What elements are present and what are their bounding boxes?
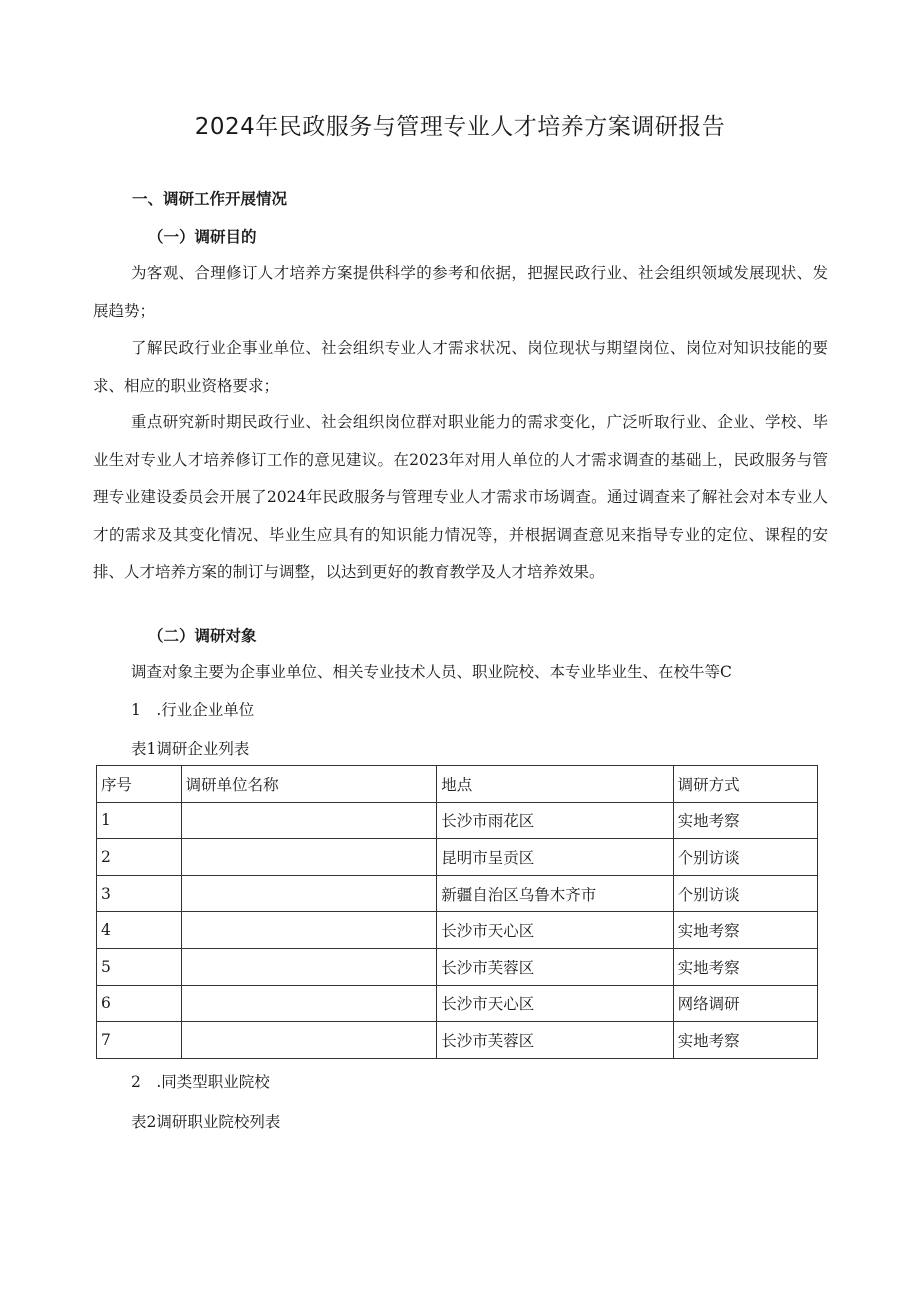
header-cell-index: 序号 xyxy=(97,766,182,803)
cell-method: 实地考察 xyxy=(673,1022,817,1059)
header-cell-location: 地点 xyxy=(437,766,673,803)
section-heading-1: 一、调研工作开展情况 xyxy=(132,190,288,208)
cell-unit-name xyxy=(181,839,437,876)
cell-unit-name xyxy=(181,1022,437,1059)
cell-unit-name xyxy=(181,802,437,839)
header-cell-method: 调研方式 xyxy=(673,766,817,803)
cell-index: 2 xyxy=(97,839,182,876)
paragraph-purpose-1: 为客观、合理修订人才培养方案提供科学的参考和依据，把握民政行业、社会组织领域发展现状、发展趋势； xyxy=(93,264,828,320)
table-row xyxy=(97,1022,818,1059)
table-row xyxy=(97,802,818,839)
cell-location: 长沙市芙蓉区 xyxy=(437,1022,673,1059)
cell-index: 4 xyxy=(97,912,182,949)
cell-method: 实地考察 xyxy=(673,948,817,985)
table-header-row xyxy=(97,766,818,803)
cell-method: 实地考察 xyxy=(673,912,817,949)
cell-index: 1 xyxy=(97,802,182,839)
paragraph-targets: 调查对象主要为企事业单位、相关专业技术人员、职业院校、本专业毕业生、在校牛等C xyxy=(131,663,732,681)
list-item-enterprises: 1 .行业企业单位 xyxy=(131,701,255,719)
cell-method: 个别访谈 xyxy=(673,875,817,912)
cell-index: 5 xyxy=(97,948,182,985)
cell-unit-name xyxy=(181,875,437,912)
cell-location: 长沙市天心区 xyxy=(437,985,673,1022)
table-row xyxy=(97,839,818,876)
table1-caption: 表1调研企业列表 xyxy=(131,740,250,758)
list-item-colleges: 2 .同类型职业院校 xyxy=(131,1073,270,1091)
cell-unit-name xyxy=(181,912,437,949)
table-row xyxy=(97,912,818,949)
cell-index: 3 xyxy=(97,875,182,912)
cell-index: 6 xyxy=(97,985,182,1022)
document-title: 2024年民政服务与管理专业人才培养方案调研报告 xyxy=(194,114,726,140)
table-row xyxy=(97,875,818,912)
table2-caption: 表2调研职业院校列表 xyxy=(131,1113,281,1131)
cell-location: 长沙市雨花区 xyxy=(437,802,673,839)
cell-index: 7 xyxy=(97,1022,182,1059)
table-row xyxy=(97,948,818,985)
paragraph-purpose-2: 了解民政行业企事业单位、社会组织专业人才需求状况、岗位现状与期望岗位、岗位对知识技能的要求、相应的职业资格要求； xyxy=(93,339,828,395)
paragraph-purpose-3: 重点研究新时期民政行业、社会组织岗位群对职业能力的需求变化，广泛听取行业、企业、学校、毕业生对专业人才培养修订工作的意见建议。在2023年对用人单位的人才需求调查的基础上，民政服务与管理专业建设委员会开展了2024年民政服务与管理专业人才需求市场调查。通过调查来了解社会对本专业人才的需求及其变化情况、毕业生应具有的知识能力情况等，并根据调查意见来指导专业的定位、课程的安排、人才培养方案的制订与调整，以达到更好的教育教学及人才培养效果。 xyxy=(93,413,828,581)
cell-location: 昆明市呈贡区 xyxy=(437,839,673,876)
cell-unit-name xyxy=(181,948,437,985)
cell-location: 新疆自治区乌鲁木齐市 xyxy=(437,875,673,912)
cell-location: 长沙市芙蓉区 xyxy=(437,948,673,985)
cell-location: 长沙市天心区 xyxy=(437,912,673,949)
cell-unit-name xyxy=(181,985,437,1022)
enterprise-survey-table xyxy=(96,765,818,1059)
cell-method: 网络调研 xyxy=(673,985,817,1022)
table-row xyxy=(97,985,818,1022)
cell-method: 实地考察 xyxy=(673,802,817,839)
subsection-heading-purpose: （一）调研目的 xyxy=(148,228,257,246)
cell-method: 个别访谈 xyxy=(673,839,817,876)
subsection-heading-targets: （二）调研对象 xyxy=(148,627,257,645)
header-cell-unit-name: 调研单位名称 xyxy=(181,766,437,803)
